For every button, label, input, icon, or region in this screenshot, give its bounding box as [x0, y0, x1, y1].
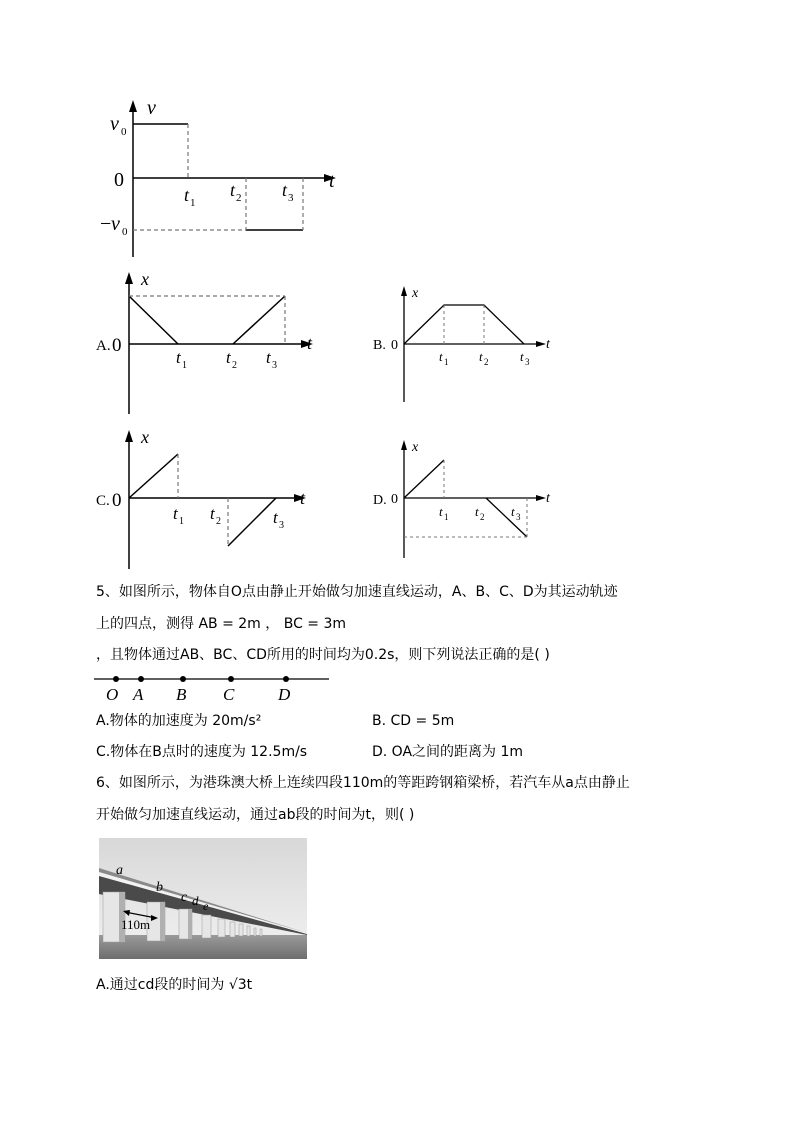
svg-text:3: 3 — [516, 512, 521, 522]
svg-text:t: t — [439, 504, 443, 519]
q6-line-1: 6、如图所示，为港珠澳大桥上连续四段110m的等距跨钢箱梁桥，若汽车从a点由静止 — [96, 775, 630, 791]
svg-text:t: t — [479, 349, 483, 364]
svg-text:v: v — [147, 97, 156, 119]
q4-option-a-label: A. — [96, 338, 111, 354]
q5-option-a: A.物体的加速度为 20m/s² — [96, 713, 262, 729]
svg-text:t: t — [307, 333, 313, 353]
point-d-label: D — [278, 685, 291, 704]
svg-text:1: 1 — [444, 357, 449, 367]
svg-text:1: 1 — [179, 516, 184, 527]
svg-text:2: 2 — [484, 357, 489, 367]
svg-text:t: t — [266, 348, 271, 367]
svg-text:t: t — [184, 185, 190, 205]
svg-text:x: x — [141, 269, 149, 289]
q4-option-b-graph — [388, 282, 568, 404]
photo-label-b: b — [156, 880, 163, 895]
svg-text:3: 3 — [272, 360, 277, 371]
q6-option-a: A.通过cd段的时间为 √3t — [96, 977, 253, 993]
q5-option-b: B. CD = 5m — [372, 713, 455, 729]
q4-option-a-graph — [108, 268, 328, 418]
vt-graph — [100, 92, 350, 262]
svg-text:t: t — [300, 488, 306, 508]
svg-text:t: t — [546, 491, 550, 506]
svg-text:t: t — [273, 508, 278, 527]
svg-text:2: 2 — [216, 516, 221, 527]
svg-text:0: 0 — [112, 335, 122, 356]
svg-text:1: 1 — [182, 360, 187, 371]
point-c-label: C — [223, 685, 235, 704]
photo-label-a: a — [116, 863, 123, 878]
svg-text:t: t — [173, 504, 178, 523]
q5-option-d: D. OA之间的距离为 1m — [372, 744, 524, 760]
svg-text:2: 2 — [236, 192, 242, 204]
svg-text:2: 2 — [232, 360, 237, 371]
svg-text:0: 0 — [391, 492, 398, 507]
svg-text:1: 1 — [444, 512, 449, 522]
q4-option-c-label: C. — [96, 493, 110, 509]
point-o-label: O — [106, 685, 119, 704]
svg-text:t: t — [475, 504, 479, 519]
q5-line-3: ，且物体通过AB、BC、CD所用的时间均为0.2s，则下列说法正确的是( ) — [96, 647, 550, 663]
svg-text:v: v — [111, 213, 120, 235]
svg-text:2: 2 — [480, 512, 485, 522]
photo-label-span: 110m — [121, 917, 151, 932]
svg-text:t: t — [282, 180, 288, 200]
q5-option-c: C.物体在B点时的速度为 12.5m/s — [96, 744, 308, 760]
svg-text:−: − — [100, 213, 112, 235]
point-b-marker — [180, 676, 186, 682]
point-a-marker — [138, 676, 144, 682]
svg-text:3: 3 — [525, 357, 530, 367]
svg-text:x: x — [141, 427, 149, 447]
svg-text:0: 0 — [112, 490, 122, 511]
photo-label-d: d — [192, 893, 199, 908]
svg-text:1: 1 — [190, 197, 196, 209]
q5-track-diagram — [94, 670, 334, 704]
point-a-label: A — [133, 685, 144, 704]
svg-text:t: t — [329, 170, 335, 192]
q4-option-c-graph — [108, 426, 318, 572]
svg-text:t: t — [511, 504, 515, 519]
q5-line-2: 上的四点，测得 AB = 2m ， BC = 3m — [96, 616, 347, 632]
svg-text:t: t — [230, 180, 236, 200]
svg-text:x: x — [412, 286, 419, 301]
svg-text:t: t — [210, 504, 215, 523]
q5-line-1: 5、如图所示，物体自O点由静止开始做匀加速直线运动，A、B、C、D为其运动轨迹 — [96, 584, 618, 600]
bridge-photo — [99, 838, 307, 959]
svg-text:3: 3 — [279, 520, 284, 531]
q6-line-2: 开始做匀加速直线运动，通过ab段的时间为t，则( ) — [96, 807, 415, 823]
point-o-marker — [113, 676, 119, 682]
svg-text:0: 0 — [114, 169, 124, 191]
photo-label-e: e — [203, 899, 209, 913]
point-b-label: B — [176, 685, 187, 704]
q4-option-d-graph — [388, 436, 568, 560]
point-c-marker — [228, 676, 234, 682]
svg-text:3: 3 — [288, 192, 294, 204]
photo-label-c: c — [181, 890, 188, 905]
svg-text:v: v — [110, 113, 119, 135]
svg-text:x: x — [412, 440, 419, 455]
svg-text:0: 0 — [121, 126, 127, 138]
svg-text:t: t — [546, 337, 550, 352]
point-d-marker — [283, 676, 289, 682]
svg-text:t: t — [520, 349, 524, 364]
svg-text:t: t — [439, 349, 443, 364]
svg-text:0: 0 — [391, 338, 398, 353]
q4-option-b-label: B. — [373, 338, 386, 353]
svg-text:t: t — [176, 348, 181, 367]
svg-text:t: t — [226, 348, 231, 367]
svg-text:0: 0 — [122, 226, 128, 238]
q4-option-d-label: D. — [373, 493, 387, 508]
